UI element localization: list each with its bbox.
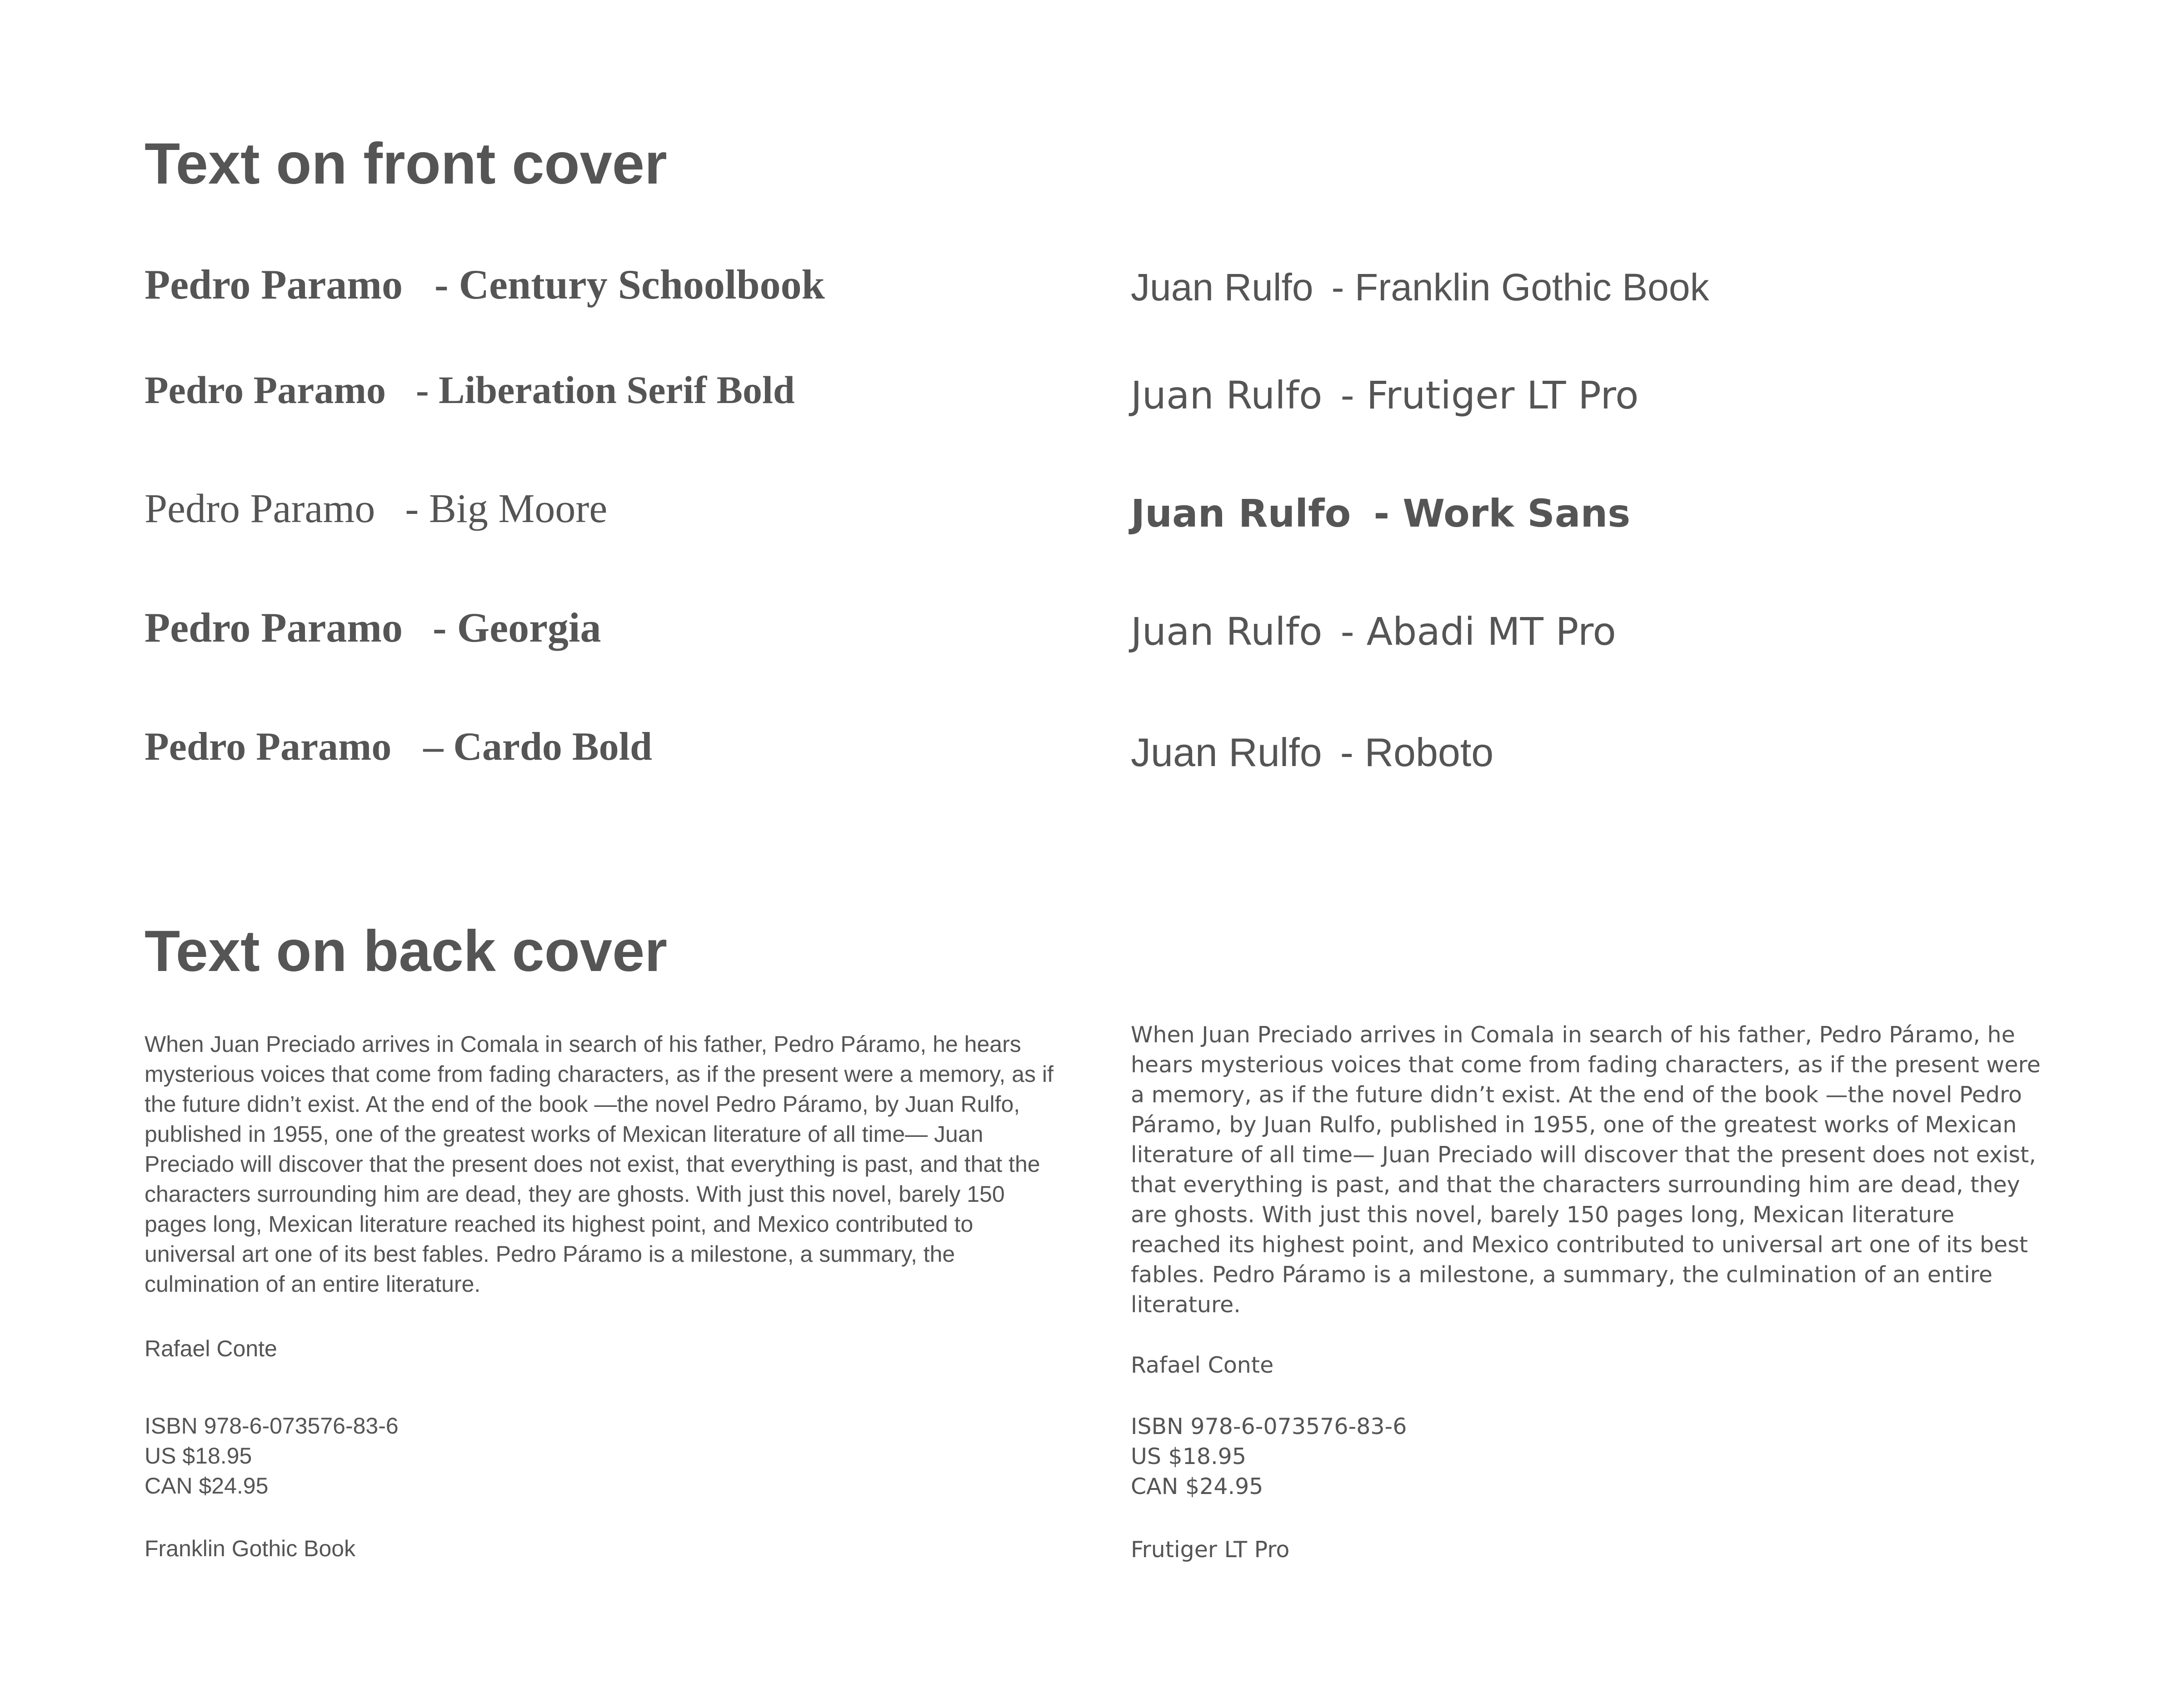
price-can-text: CAN $24.95 xyxy=(145,1473,269,1499)
back-cover-heading: Text on back cover xyxy=(145,919,668,984)
sample-font-name: - Roboto xyxy=(1340,730,1494,775)
isbn-text: ISBN 978-6-073576-83-6 xyxy=(1131,1414,1407,1439)
font-sample-cardo-bold xyxy=(145,727,652,767)
sample-title: Juan Rulfo xyxy=(1131,730,1322,775)
sample-font-name: – Cardo Bold xyxy=(423,725,652,769)
author-credit-right: Rafael Conte xyxy=(1131,1352,1274,1378)
sample-title: Pedro Paramo xyxy=(145,368,386,412)
sample-font-name: - Abadi MT Pro xyxy=(1340,609,1616,654)
price-can-text: CAN $24.95 xyxy=(1131,1474,1263,1499)
font-name-label-right: Frutiger LT Pro xyxy=(1131,1537,1290,1563)
font-sample-work-sans xyxy=(1131,491,1631,536)
sample-font-name: - Work Sans xyxy=(1373,491,1631,536)
font-sample-big-moore xyxy=(145,488,607,529)
font-sample-georgia xyxy=(145,604,601,651)
sample-font-name: - Liberation Serif Bold xyxy=(416,368,795,412)
pricing-block-right xyxy=(1131,1412,1407,1502)
sample-title: Juan Rulfo xyxy=(1131,266,1313,309)
sample-font-name: - Big Moore xyxy=(405,486,608,531)
font-sample-century-schoolbook xyxy=(145,261,825,308)
font-sample-abadi-mt-pro xyxy=(1131,609,1616,654)
author-credit-left: Rafael Conte xyxy=(145,1336,277,1361)
sample-title: Pedro Paramo xyxy=(145,261,403,308)
sample-title: Pedro Paramo xyxy=(145,486,375,531)
front-cover-heading: Text on front cover xyxy=(145,131,667,196)
back-cover-blurb-right: When Juan Preciado arrives in Comala in search of his father, Pedro Páramo, he hears mysterious voices that come from fading characters, as if the present were a memory, as if the future didn’t exist. At the end of the book —the novel Pedro Páramo, by Juan Rulfo, published in 1955, one of the greatest works of Mexican literature of all time— Juan Preciado will discover that the present does not exist, that everything is past, and that the characters surrounding him are dead, they are ghosts. With just this novel, barely 150 pages long, Mexican literature reached its highest point, and Mexico contributed to universal art one of its best fables. Pedro Páramo is a milestone, a summary, the culmination of an entire literature. xyxy=(1131,1022,2041,1318)
font-sample-roboto xyxy=(1131,730,1494,775)
sample-title: Pedro Paramo xyxy=(145,725,392,769)
price-us-text: US $18.95 xyxy=(1131,1444,1246,1469)
font-sample-franklin-gothic-book xyxy=(1131,266,1709,309)
sample-font-name: - Century Schoolbook xyxy=(434,261,825,308)
sample-title: Pedro Paramo xyxy=(145,604,403,651)
font-name-label-left: Franklin Gothic Book xyxy=(145,1536,356,1561)
font-sample-liberation-serif-bold xyxy=(145,368,795,412)
back-cover-blurb-left: When Juan Preciado arrives in Comala in search of his father, Pedro Páramo, he hears mysterious voices that come from fading characters, as if the present were a memory, as if the future didn’t exist. At the end of the book —the novel Pedro Páramo, by Juan Rulfo, published in 1955, one of the greatest works of Mexican literature of all time— Juan Preciado will discover that the present does not exist, that everything is past, and that the characters surrounding him are dead, they are ghosts. With just this novel, barely 150 pages long, Mexican literature reached its highest point, and Mexico contributed to universal art one of its best fables. Pedro Páramo is a milestone, a summary, the culmination of an entire literature. xyxy=(145,1031,1054,1297)
price-us-text: US $18.95 xyxy=(145,1443,252,1469)
pricing-block-left xyxy=(145,1411,399,1501)
isbn-text: ISBN 978-6-073576-83-6 xyxy=(145,1413,399,1439)
sample-font-name: - Franklin Gothic Book xyxy=(1331,266,1709,309)
sample-title: Juan Rulfo xyxy=(1131,609,1323,654)
sample-font-name: - Frutiger LT Pro xyxy=(1340,373,1639,418)
sample-font-name: - Georgia xyxy=(433,604,601,651)
font-sample-frutiger-lt-pro xyxy=(1131,373,1639,418)
sample-title: Juan Rulfo xyxy=(1131,373,1323,418)
sample-title: Juan Rulfo xyxy=(1131,491,1351,536)
